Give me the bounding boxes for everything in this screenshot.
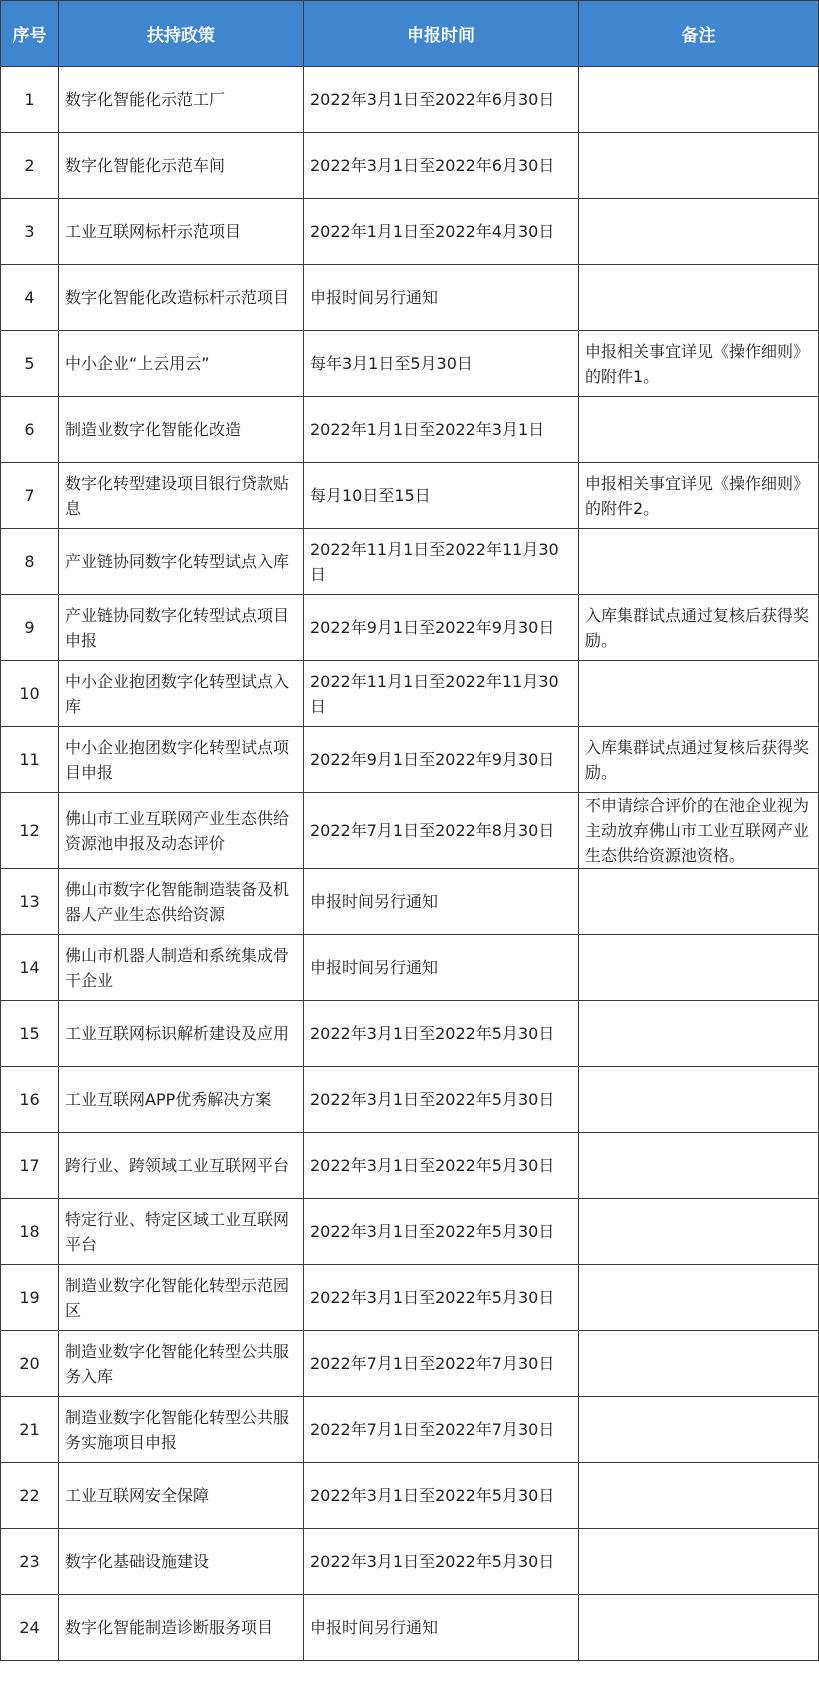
table-row — [1, 397, 819, 463]
policy-name-cell: 制造业数字化智能化转型公共服务入库 — [59, 1331, 304, 1397]
application-time-cell: 2022年3月1日至2022年5月30日 — [304, 1529, 579, 1595]
table-row — [1, 935, 819, 1001]
header-row — [1, 1, 819, 67]
remark-cell — [579, 1067, 819, 1133]
application-time-cell: 2022年3月1日至2022年5月30日 — [304, 1199, 579, 1265]
application-time-cell: 2022年1月1日至2022年3月1日 — [304, 397, 579, 463]
row-number-cell: 2 — [1, 133, 59, 199]
application-time-cell: 2022年3月1日至2022年5月30日 — [304, 1001, 579, 1067]
row-number-cell: 8 — [1, 529, 59, 595]
header-time: 申报时间 — [304, 1, 579, 67]
table-row — [1, 869, 819, 935]
remark-cell — [579, 935, 819, 1001]
table-row — [1, 331, 819, 397]
application-time-cell: 2022年7月1日至2022年7月30日 — [304, 1397, 579, 1463]
remark-cell — [579, 1595, 819, 1661]
remark-cell — [579, 397, 819, 463]
table-row — [1, 1199, 819, 1265]
remark-cell — [579, 1199, 819, 1265]
row-number-cell: 22 — [1, 1463, 59, 1529]
remark-cell — [579, 661, 819, 727]
row-number-cell: 1 — [1, 67, 59, 133]
header-policy: 扶持政策 — [59, 1, 304, 67]
table-row — [1, 463, 819, 529]
policy-name-cell: 产业链协同数字化转型试点入库 — [59, 529, 304, 595]
policy-name-cell: 工业互联网安全保障 — [59, 1463, 304, 1529]
table-row — [1, 1463, 819, 1529]
policy-name-cell: 中小企业抱团数字化转型试点项目申报 — [59, 727, 304, 793]
row-number-cell: 9 — [1, 595, 59, 661]
application-time-cell: 2022年3月1日至2022年5月30日 — [304, 1067, 579, 1133]
application-time-cell: 2022年9月1日至2022年9月30日 — [304, 727, 579, 793]
policy-name-cell: 数字化智能化示范工厂 — [59, 67, 304, 133]
remark-cell: 申报相关事宜详见《操作细则》的附件2。 — [579, 463, 819, 529]
table-row — [1, 1265, 819, 1331]
row-number-cell: 12 — [1, 793, 59, 869]
remark-cell — [579, 1133, 819, 1199]
row-number-cell: 13 — [1, 869, 59, 935]
remark-cell — [579, 1265, 819, 1331]
application-time-cell: 2022年11月1日至2022年11月30日 — [304, 661, 579, 727]
table-row — [1, 1133, 819, 1199]
table-row — [1, 1595, 819, 1661]
row-number-cell: 23 — [1, 1529, 59, 1595]
row-number-cell: 21 — [1, 1397, 59, 1463]
application-time-cell: 2022年11月1日至2022年11月30日 — [304, 529, 579, 595]
row-number-cell: 6 — [1, 397, 59, 463]
application-time-cell: 2022年1月1日至2022年4月30日 — [304, 199, 579, 265]
policy-name-cell: 特定行业、特定区域工业互联网平台 — [59, 1199, 304, 1265]
row-number-cell: 16 — [1, 1067, 59, 1133]
policy-name-cell: 数字化智能化示范车间 — [59, 133, 304, 199]
table-row — [1, 595, 819, 661]
header-no: 序号 — [1, 1, 59, 67]
row-number-cell: 11 — [1, 727, 59, 793]
table-row — [1, 1529, 819, 1595]
policy-name-cell: 制造业数字化智能化转型公共服务实施项目申报 — [59, 1397, 304, 1463]
application-time-cell: 2022年7月1日至2022年8月30日 — [304, 793, 579, 869]
table-row — [1, 199, 819, 265]
table-row — [1, 793, 819, 869]
row-number-cell: 3 — [1, 199, 59, 265]
application-time-cell: 申报时间另行通知 — [304, 1595, 579, 1661]
remark-cell — [579, 529, 819, 595]
remark-cell — [579, 67, 819, 133]
policy-name-cell: 工业互联网标识解析建设及应用 — [59, 1001, 304, 1067]
remark-cell — [579, 1001, 819, 1067]
policy-name-cell: 数字化智能化改造标杆示范项目 — [59, 265, 304, 331]
row-number-cell: 4 — [1, 265, 59, 331]
remark-cell — [579, 1529, 819, 1595]
table-row — [1, 265, 819, 331]
remark-cell — [579, 265, 819, 331]
remark-cell — [579, 133, 819, 199]
application-time-cell: 申报时间另行通知 — [304, 869, 579, 935]
policy-name-cell: 中小企业“上云用云” — [59, 331, 304, 397]
remark-cell: 不申请综合评价的在池企业视为主动放弃佛山市工业互联网产业生态供给资源池资格。 — [579, 793, 819, 869]
application-time-cell: 每年3月1日至5月30日 — [304, 331, 579, 397]
row-number-cell: 7 — [1, 463, 59, 529]
application-time-cell: 申报时间另行通知 — [304, 935, 579, 1001]
table-row — [1, 67, 819, 133]
row-number-cell: 24 — [1, 1595, 59, 1661]
header-note: 备注 — [579, 1, 819, 67]
table-row — [1, 1397, 819, 1463]
table-row — [1, 133, 819, 199]
policy-name-cell: 跨行业、跨领域工业互联网平台 — [59, 1133, 304, 1199]
remark-cell — [579, 1331, 819, 1397]
policy-name-cell: 数字化转型建设项目银行贷款贴息 — [59, 463, 304, 529]
row-number-cell: 14 — [1, 935, 59, 1001]
application-time-cell: 申报时间另行通知 — [304, 265, 579, 331]
table-row — [1, 1001, 819, 1067]
row-number-cell: 10 — [1, 661, 59, 727]
policy-name-cell: 产业链协同数字化转型试点项目申报 — [59, 595, 304, 661]
policy-name-cell: 数字化智能制造诊断服务项目 — [59, 1595, 304, 1661]
table-row — [1, 661, 819, 727]
policy-name-cell: 数字化基础设施建设 — [59, 1529, 304, 1595]
table-header — [1, 1, 819, 67]
policy-name-cell: 制造业数字化智能化改造 — [59, 397, 304, 463]
row-number-cell: 5 — [1, 331, 59, 397]
remark-cell — [579, 1397, 819, 1463]
table-row — [1, 727, 819, 793]
table-body — [1, 67, 819, 1661]
application-time-cell: 2022年3月1日至2022年5月30日 — [304, 1265, 579, 1331]
policy-name-cell: 工业互联网标杆示范项目 — [59, 199, 304, 265]
policy-name-cell: 佛山市机器人制造和系统集成骨干企业 — [59, 935, 304, 1001]
table-row — [1, 1067, 819, 1133]
row-number-cell: 18 — [1, 1199, 59, 1265]
application-time-cell: 2022年3月1日至2022年5月30日 — [304, 1463, 579, 1529]
application-time-cell: 2022年3月1日至2022年6月30日 — [304, 133, 579, 199]
row-number-cell: 19 — [1, 1265, 59, 1331]
remark-cell: 入库集群试点通过复核后获得奖励。 — [579, 727, 819, 793]
application-time-cell: 2022年7月1日至2022年7月30日 — [304, 1331, 579, 1397]
remark-cell — [579, 869, 819, 935]
policy-name-cell: 佛山市数字化智能制造装备及机器人产业生态供给资源 — [59, 869, 304, 935]
application-time-cell: 2022年3月1日至2022年6月30日 — [304, 67, 579, 133]
remark-cell — [579, 199, 819, 265]
remark-cell: 入库集群试点通过复核后获得奖励。 — [579, 595, 819, 661]
application-time-cell: 2022年9月1日至2022年9月30日 — [304, 595, 579, 661]
row-number-cell: 20 — [1, 1331, 59, 1397]
policy-name-cell: 制造业数字化智能化转型示范园区 — [59, 1265, 304, 1331]
table-row — [1, 529, 819, 595]
row-number-cell: 17 — [1, 1133, 59, 1199]
policy-name-cell: 中小企业抱团数字化转型试点入库 — [59, 661, 304, 727]
row-number-cell: 15 — [1, 1001, 59, 1067]
table-row — [1, 1331, 819, 1397]
policy-name-cell: 佛山市工业互联网产业生态供给资源池申报及动态评价 — [59, 793, 304, 869]
policy-name-cell: 工业互联网APP优秀解决方案 — [59, 1067, 304, 1133]
application-time-cell: 2022年3月1日至2022年5月30日 — [304, 1133, 579, 1199]
application-time-cell: 每月10日至15日 — [304, 463, 579, 529]
remark-cell: 申报相关事宜详见《操作细则》的附件1。 — [579, 331, 819, 397]
remark-cell — [579, 1463, 819, 1529]
